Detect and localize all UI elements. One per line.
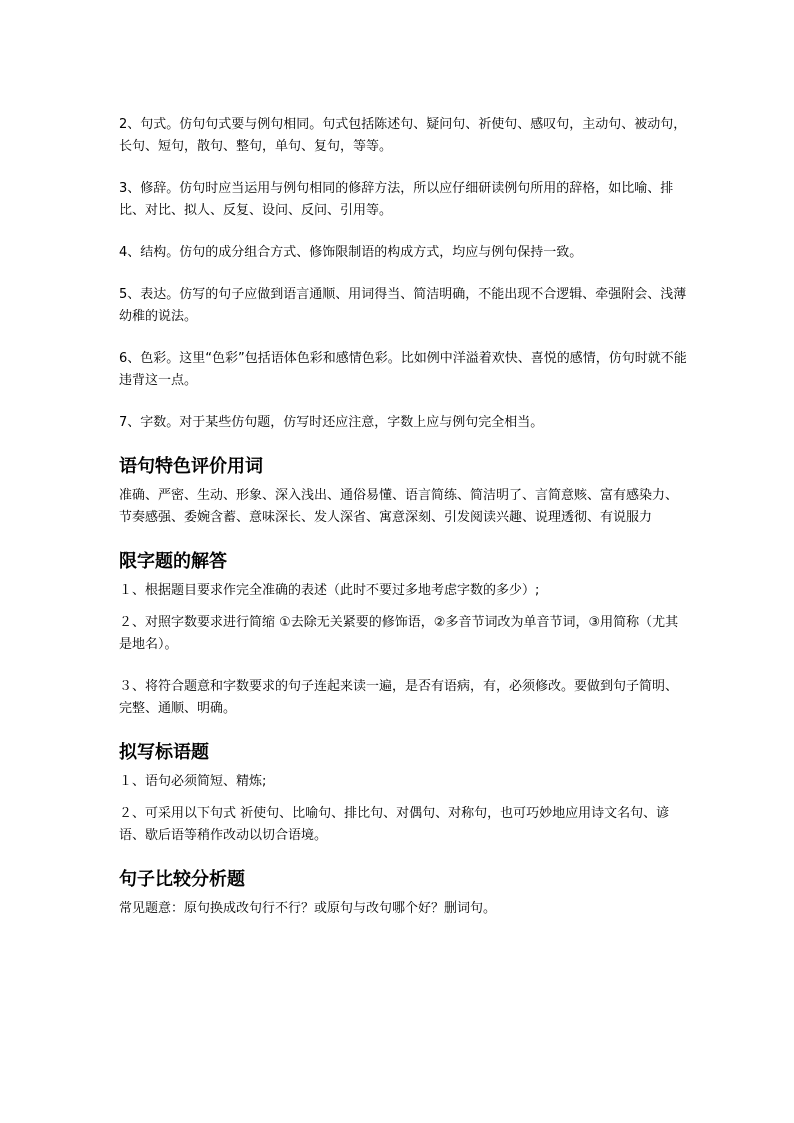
slogan-item: ２、可采用以下句式 祈使句、比喻句、排比句、对偶句、对称句，也可巧妙地应用诗文名句、谚语、歇后语等稍作改动以切合语境。	[119, 806, 670, 843]
word-limit-item: ３、将符合题意和字数要求的句子连起来读一遍，是否有语病，有，必须修改。要做到句子简明、完整、通顺、明确。	[119, 679, 679, 716]
heading-slogan: 拟写标语题	[119, 742, 209, 763]
paragraph-syntax: 2、句式。仿句句式要与例句相同。句式包括陈述句、疑问句、祈使句、感叹句，主动句、被动句，长句、短句，散句、整句，单句、复句，等等。	[119, 117, 687, 154]
paragraph-structure: 4、结构。仿句的成分组合方式、修饰限制语的构成方式，均应与例句保持一致。	[119, 245, 583, 260]
section-word-limit	[119, 549, 689, 720]
word-limit-item: １、根据题目要求作完全准确的表述（此时不要过多地考虑字数的多少）;	[119, 583, 540, 598]
slogan-item: １、语句必须简短、精炼;	[119, 774, 267, 789]
word-limit-item: ２、对照字数要求进行简缩 ①去除无关紧要的修饰语，②多音节词改为单音节词，③用简称（尤其是地名）。	[119, 615, 679, 652]
heading-evaluation-words: 语句特色评价用词	[119, 456, 263, 477]
paragraph-color: 6、色彩。这里“色彩”包括语体色彩和感情色彩。比如例中洋溢着欢快、喜悦的感情，仿句时就不能违背这一点。	[119, 351, 687, 388]
document-page	[119, 114, 689, 940]
heading-sentence-compare: 句子比较分析题	[119, 869, 245, 890]
heading-word-limit: 限字题的解答	[119, 551, 227, 572]
section-evaluation-words	[119, 454, 689, 529]
paragraph-expression: 5、表达。仿写的句子应做到语言通顺、用词得当、简洁明确，不能出现不合逻辑、牵强附会、浅薄幼稚的说法。	[119, 287, 687, 324]
paragraph-rhetoric: 3、修辞。仿句时应当运用与例句相同的修辞方法，所以应仔细研读例句所用的辞格，如比喻、排比、对比、拟人、反复、设问、反问、引用等。	[119, 181, 674, 218]
evaluation-words-body: 准确、严密、生动、形象、深入浅出、通俗易懂、语言简练、简洁明了、言简意赅、富有感染力、节奏感强、委婉含蓄、意味深长、发人深省、寓意深刻、引发阅读兴趣、说理透彻、有说服力	[119, 488, 679, 525]
paragraph-word-count: 7、字数。对于某些仿句题，仿写时还应注意，字数上应与例句完全相当。	[119, 415, 544, 430]
section-slogan	[119, 740, 689, 847]
section-sentence-compare	[119, 867, 689, 920]
sentence-compare-body: 常见题意：原句换成改句行不行？或原句与改句哪个好？删词句。	[119, 901, 497, 916]
